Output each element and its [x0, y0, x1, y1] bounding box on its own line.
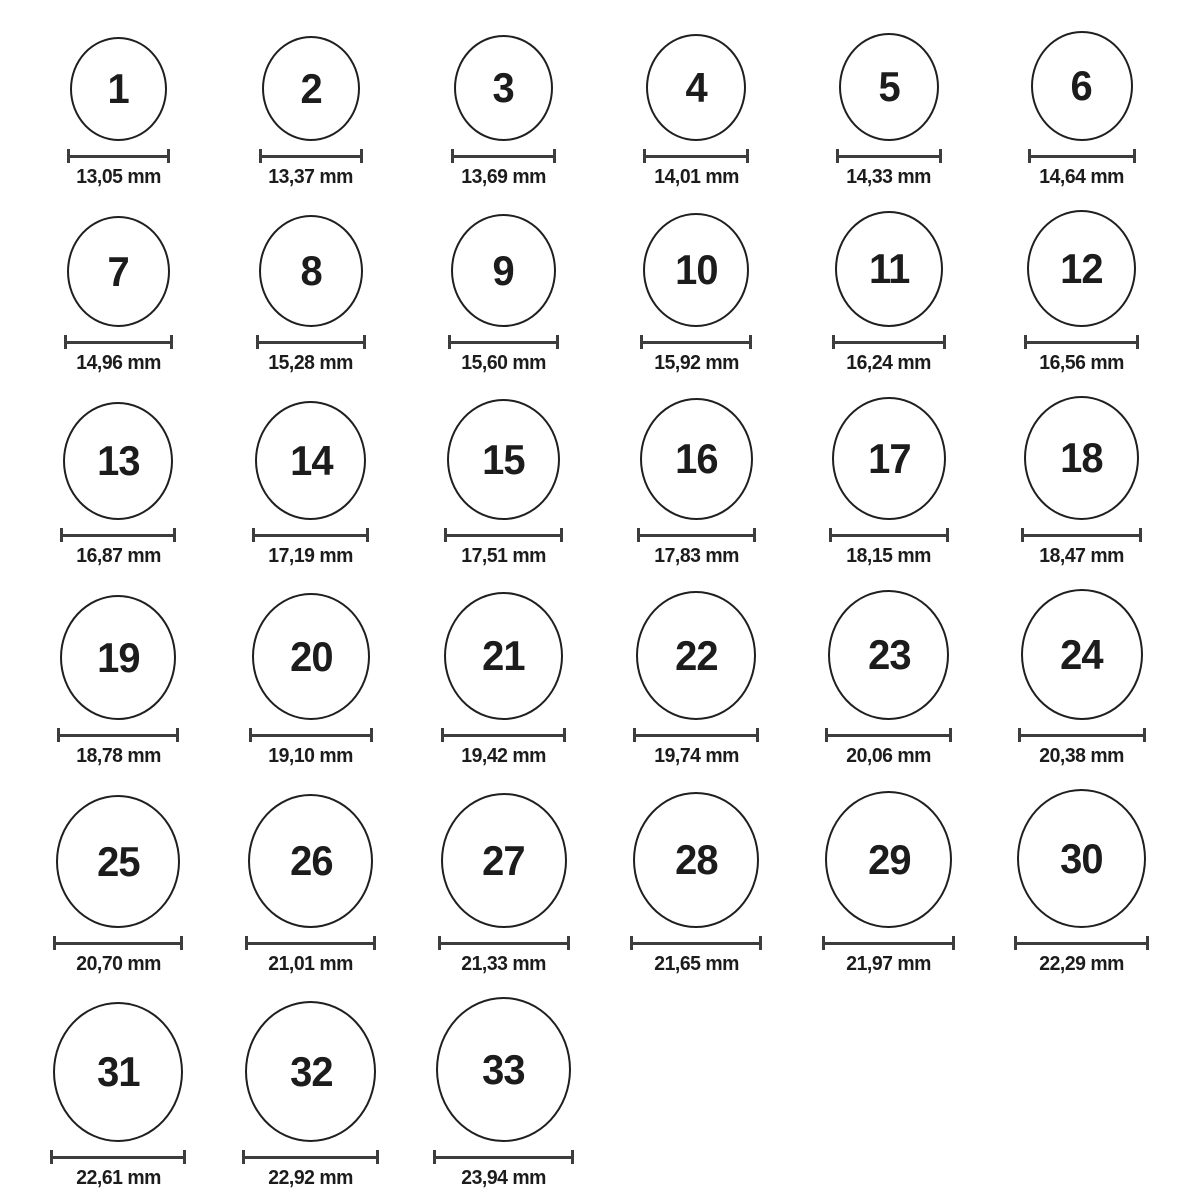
ring-size-cell: [643, 34, 749, 189]
ring-circle: [63, 402, 173, 520]
diameter-ruler: [630, 936, 762, 950]
diameter-ruler: [259, 149, 363, 163]
ring-circle: [1017, 789, 1146, 928]
ring-circle: [451, 214, 556, 327]
ring-circle: [262, 36, 360, 141]
ring-size-number: 31: [97, 1048, 140, 1095]
diameter-label: 20,06 mm: [846, 745, 932, 767]
diameter-label: 14,33 mm: [846, 166, 932, 188]
ring-size-number: 22: [675, 631, 718, 679]
ring-size-number: 16: [675, 435, 718, 482]
ring-size-cell: [640, 213, 752, 375]
ring-size-number: 30: [1060, 834, 1103, 882]
ring-size-number: 12: [1060, 244, 1103, 292]
diameter-label: 17,19 mm: [268, 545, 354, 567]
ring-size-number: 33: [482, 1045, 525, 1093]
diameter-label: 17,83 mm: [654, 545, 739, 567]
ring-circle: [1031, 31, 1133, 141]
ring-size-cell: [1028, 31, 1136, 189]
ring-circle: [255, 401, 366, 520]
ring-circle: [1027, 210, 1136, 327]
diameter-ruler: [637, 528, 756, 542]
ring-circle: [636, 591, 756, 720]
ring-size-cell: [444, 399, 563, 568]
diameter-ruler: [1014, 936, 1149, 950]
diameter-label: 21,33 mm: [461, 953, 546, 975]
diameter-ruler: [441, 728, 566, 742]
diameter-ruler: [64, 335, 173, 349]
diameter-ruler: [640, 335, 752, 349]
ring-circle: [839, 33, 939, 141]
ring-size-number: 11: [868, 245, 910, 292]
ring-size-cell: [448, 214, 559, 375]
ring-size-number: 19: [97, 633, 140, 681]
ring-circle: [436, 997, 571, 1142]
diameter-label: 16,56 mm: [1039, 352, 1124, 374]
diameter-ruler: [242, 1150, 379, 1164]
ring-circle: [245, 1001, 376, 1142]
diameter-label: 15,92 mm: [654, 352, 739, 374]
diameter-ruler: [50, 1150, 186, 1164]
ring-circle: [56, 795, 180, 928]
ring-circle: [825, 791, 952, 928]
diameter-label: 21,65 mm: [654, 953, 739, 975]
diameter-label: 19,10 mm: [268, 745, 354, 767]
ring-size-cell: [256, 215, 366, 375]
ring-size-number: 17: [867, 434, 911, 482]
diameter-ruler: [53, 936, 183, 950]
ring-size-number: 3: [493, 64, 515, 111]
ring-circle: [67, 216, 170, 327]
diameter-ruler: [822, 936, 955, 950]
diameter-label: 20,70 mm: [76, 953, 161, 975]
ring-size-number: 7: [107, 247, 129, 295]
ring-size-number: 8: [300, 247, 322, 294]
ring-size-cell: [441, 592, 566, 768]
ring-circle: [259, 215, 363, 327]
diameter-ruler: [633, 728, 759, 742]
diameter-label: 18,47 mm: [1039, 545, 1124, 567]
ring-size-number: 5: [878, 63, 900, 110]
diameter-label: 21,01 mm: [268, 953, 354, 975]
diameter-label: 22,92 mm: [268, 1167, 354, 1189]
diameter-ruler: [444, 528, 563, 542]
ring-size-cell: [64, 216, 173, 375]
diameter-label: 18,15 mm: [846, 545, 932, 567]
ring-circle: [60, 595, 176, 720]
diameter-ruler: [256, 335, 366, 349]
ring-size-cell: [637, 398, 756, 568]
diameter-label: 18,78 mm: [76, 745, 161, 767]
ring-size-cell: [50, 1002, 186, 1190]
ring-circle: [633, 792, 759, 928]
ring-size-number: 21: [482, 632, 525, 679]
diameter-label: 13,37 mm: [268, 166, 354, 188]
ring-size-number: 18: [1060, 434, 1103, 481]
diameter-label: 19,74 mm: [654, 745, 739, 767]
diameter-label: 13,69 mm: [461, 166, 546, 188]
diameter-ruler: [1021, 528, 1142, 542]
ring-size-cell: [1021, 396, 1142, 568]
diameter-label: 15,60 mm: [461, 352, 546, 374]
ring-size-number: 1: [107, 65, 129, 112]
ring-circle: [444, 592, 563, 720]
diameter-ruler: [67, 149, 170, 163]
diameter-label: 20,38 mm: [1039, 745, 1124, 767]
diameter-label: 23,94 mm: [461, 1167, 546, 1189]
diameter-ruler: [825, 728, 952, 742]
ring-size-number: 14: [289, 436, 333, 484]
ring-circle: [447, 399, 560, 520]
ring-size-number: 20: [289, 632, 333, 680]
diameter-label: 22,61 mm: [76, 1167, 161, 1189]
ring-size-cell: [433, 997, 574, 1190]
diameter-ruler: [433, 1150, 574, 1164]
ring-size-cell: [60, 402, 176, 568]
ring-size-cell: [825, 590, 952, 768]
ring-size-cell: [451, 35, 556, 189]
diameter-label: 16,24 mm: [846, 352, 932, 374]
ring-size-cell: [832, 211, 946, 375]
ring-size-cell: [630, 792, 762, 976]
ring-circle: [70, 37, 167, 141]
diameter-ruler: [249, 728, 373, 742]
diameter-ruler: [451, 149, 556, 163]
diameter-label: 21,97 mm: [846, 953, 932, 975]
ring-size-number: 4: [685, 63, 707, 111]
ring-circle: [252, 593, 370, 720]
diameter-label: 14,96 mm: [76, 352, 161, 374]
ring-size-cell: [57, 595, 179, 768]
ring-circle: [1024, 396, 1139, 520]
diameter-ruler: [1028, 149, 1136, 163]
ring-circle: [646, 34, 746, 141]
ring-circle: [1021, 589, 1143, 720]
ring-size-number: 6: [1071, 62, 1093, 109]
diameter-ruler: [829, 528, 949, 542]
ring-size-cell: [1014, 789, 1149, 976]
diameter-label: 14,64 mm: [1039, 166, 1124, 188]
ring-size-number: 23: [867, 631, 911, 678]
ring-size-cell: [836, 33, 942, 189]
diameter-ruler: [438, 936, 570, 950]
ring-circle: [835, 211, 943, 327]
ring-size-cell: [633, 591, 759, 768]
ring-size-cell: [67, 37, 170, 189]
ring-size-cell: [53, 795, 183, 976]
diameter-label: 16,87 mm: [76, 545, 161, 567]
diameter-label: 17,51 mm: [461, 545, 546, 567]
ring-size-cell: [242, 1001, 379, 1190]
ring-size-number: 9: [493, 246, 515, 294]
ring-size-number: 13: [97, 437, 140, 484]
diameter-ruler: [245, 936, 376, 950]
ring-size-cell: [245, 794, 376, 976]
diameter-label: 15,28 mm: [268, 352, 354, 374]
diameter-ruler: [1024, 335, 1139, 349]
ring-size-number: 15: [482, 435, 525, 483]
diameter-ruler: [832, 335, 946, 349]
ring-size-cell: [1018, 589, 1146, 768]
ring-size-cell: [259, 36, 363, 189]
diameter-ruler: [60, 528, 176, 542]
ring-size-number: 29: [867, 835, 911, 883]
ring-size-cell: [822, 791, 955, 976]
ring-size-number: 26: [289, 837, 333, 884]
diameter-ruler: [836, 149, 942, 163]
ring-size-cell: [1024, 210, 1139, 375]
diameter-label: 22,29 mm: [1039, 953, 1124, 975]
ring-size-number: 10: [675, 246, 718, 293]
ring-size-number: 2: [300, 64, 322, 112]
diameter-ruler: [643, 149, 749, 163]
diameter-ruler: [252, 528, 369, 542]
ring-size-number: 27: [482, 836, 525, 884]
diameter-label: 14,01 mm: [654, 166, 739, 188]
ring-size-cell: [438, 793, 570, 976]
ring-circle: [643, 213, 749, 327]
diameter-label: 19,42 mm: [461, 745, 546, 767]
ring-circle: [53, 1002, 183, 1142]
ring-circle: [828, 590, 949, 720]
ring-size-cell: [252, 401, 369, 568]
ring-size-cell: [249, 593, 373, 768]
ring-size-number: 25: [97, 837, 140, 885]
diameter-ruler: [57, 728, 179, 742]
diameter-ruler: [448, 335, 559, 349]
ring-size-number: 28: [675, 836, 718, 883]
ring-circle: [248, 794, 373, 928]
ring-circle: [441, 793, 567, 928]
ring-size-cell: [829, 397, 949, 568]
diameter-ruler: [1018, 728, 1146, 742]
diameter-label: 13,05 mm: [76, 166, 161, 188]
ring-circle: [832, 397, 946, 520]
ring-size-number: 32: [289, 1047, 333, 1095]
ring-circle: [640, 398, 753, 520]
ring-circle: [454, 35, 553, 141]
ring-size-number: 24: [1060, 630, 1103, 678]
